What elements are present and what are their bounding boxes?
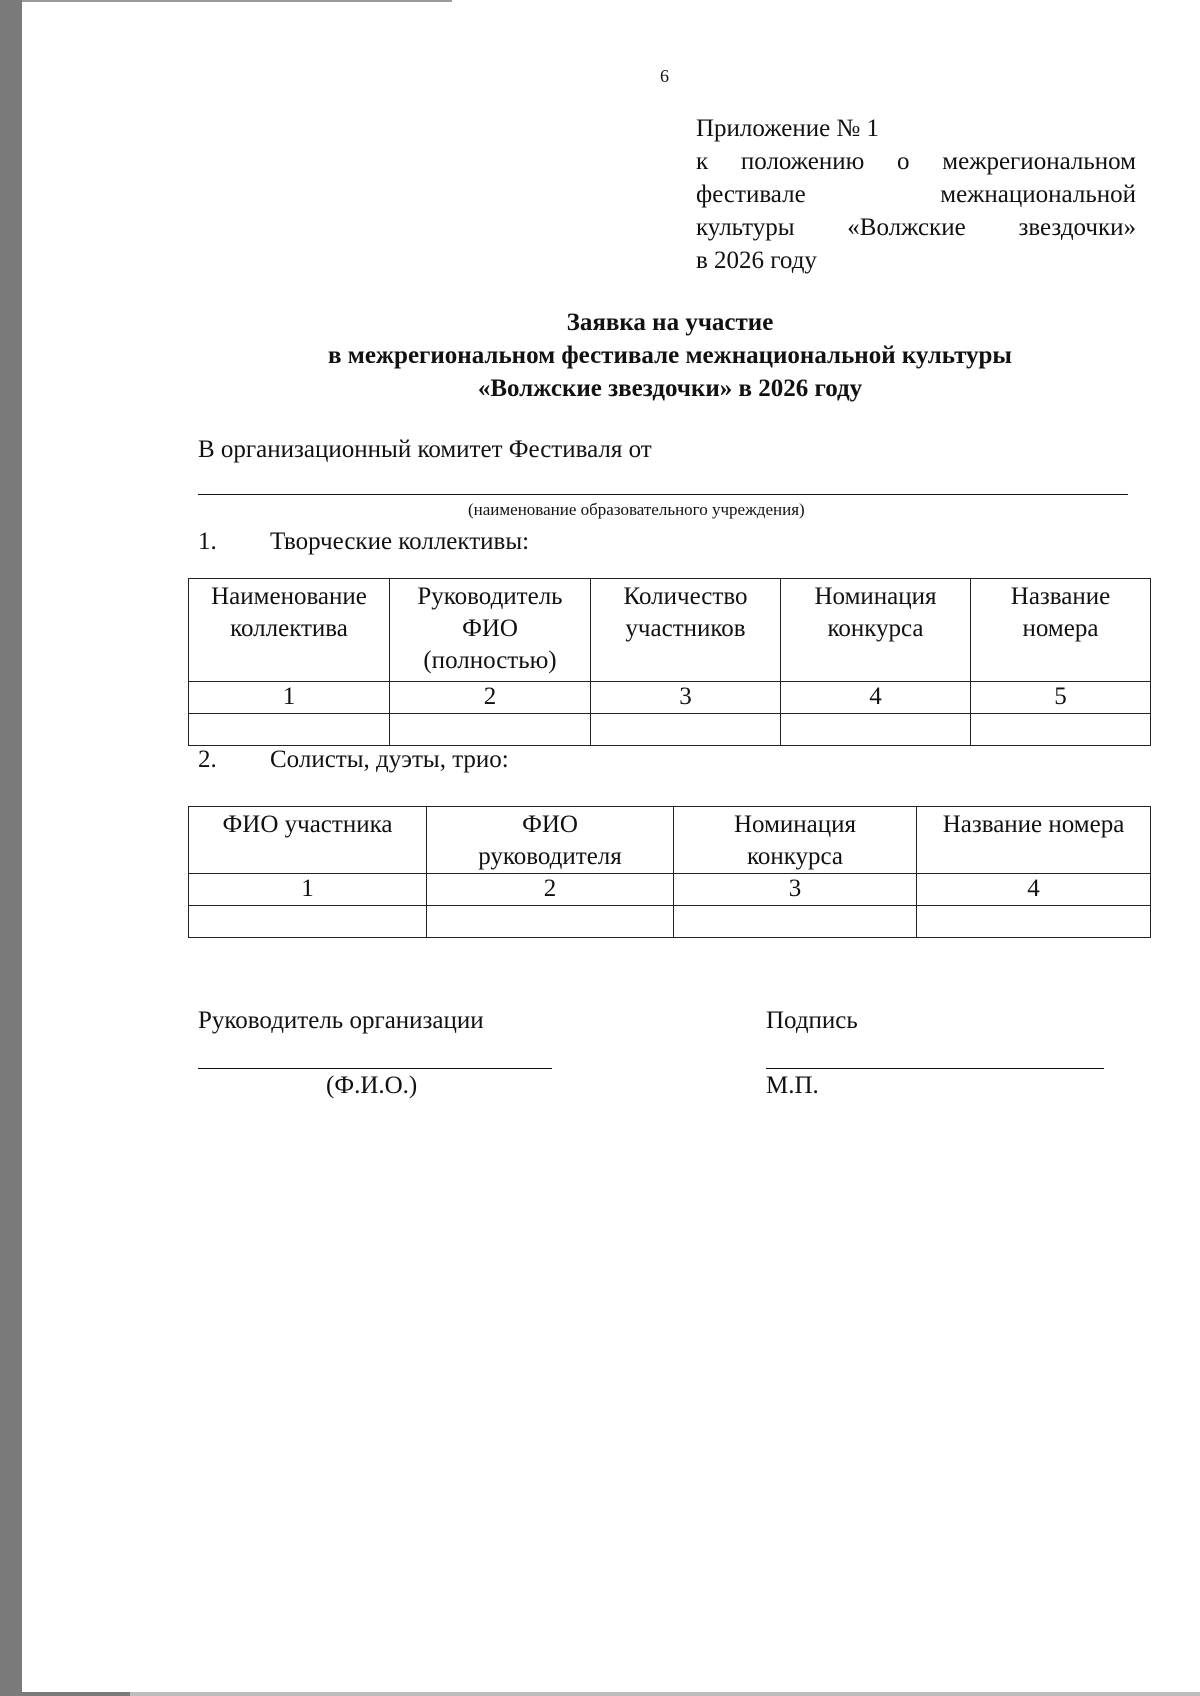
t1-header-count: Количество участников — [591, 579, 781, 682]
title-line-1: Заявка на участие — [566, 309, 774, 336]
section-1-number: 1. — [198, 528, 217, 555]
appendix-line-1: Приложение № 1 — [696, 115, 880, 142]
appendix-line-2: к положению о межрегиональном — [696, 148, 1136, 175]
scan-top-edge — [22, 0, 452, 2]
collectives-table — [188, 578, 1151, 746]
t2-entry-cell[interactable] — [427, 906, 674, 938]
t2-entry-row — [189, 906, 1151, 938]
document-title — [200, 306, 1140, 405]
signature-label: Подпись — [766, 1007, 858, 1034]
t1-header-leader: Руководитель ФИО (полностью) — [390, 579, 591, 682]
t2-header-participant: ФИО участника — [189, 807, 427, 874]
title-line-3: «Волжские звездочки» в 2026 году — [477, 375, 863, 402]
signature-fill-line[interactable] — [766, 1068, 1104, 1069]
t2-entry-cell[interactable] — [917, 906, 1151, 938]
section-1-heading — [198, 528, 529, 556]
t2-header-nomination: Номинация конкурса — [674, 807, 917, 874]
institution-hint: (наименование образовательного учреждения) — [468, 500, 805, 519]
t1-header-title: Название номера — [971, 579, 1151, 682]
section-2-number: 2. — [198, 746, 217, 773]
t1-entry-cell[interactable] — [390, 714, 591, 746]
appendix-line-4: культуры «Волжские звездочки» — [696, 214, 1136, 241]
appendix-block — [696, 112, 1136, 277]
t2-entry-cell[interactable] — [189, 906, 427, 938]
appendix-line-5: в 2026 году — [696, 247, 817, 274]
page-number: 6 — [660, 66, 669, 86]
t2-header-leader: ФИО руководителя — [427, 807, 674, 874]
head-of-organization-label: Руководитель организации — [198, 1007, 484, 1034]
t2-entry-cell[interactable] — [674, 906, 917, 938]
soloists-table — [188, 806, 1151, 938]
stamp-caption: М.П. — [766, 1072, 819, 1099]
fio-caption: (Ф.И.О.) — [326, 1072, 418, 1099]
t1-header-nomination: Номинация конкурса — [781, 579, 971, 682]
scan-bottom-edge — [130, 1692, 1200, 1696]
institution-fill-line[interactable] — [198, 494, 1128, 495]
t1-entry-cell[interactable] — [781, 714, 971, 746]
t1-entry-cell[interactable] — [971, 714, 1151, 746]
section-2-label: Солисты, дуэты, трио: — [270, 746, 509, 773]
t1-entry-cell[interactable] — [189, 714, 390, 746]
appendix-line-3: фестивале межнациональной — [696, 181, 1136, 208]
t2-number-row: 1 2 3 4 — [189, 874, 1151, 906]
t1-entry-row — [189, 714, 1151, 746]
t1-header-name: Наименование коллектива — [189, 579, 390, 682]
title-line-2: в межрегиональном фестивале межнациональной культуры — [328, 342, 1012, 369]
section-1-label: Творческие коллективы: — [270, 528, 530, 555]
t2-header-title: Название номера — [917, 807, 1151, 874]
recipient-text: В организационный комитет Фестиваля от — [198, 436, 652, 463]
fio-fill-line[interactable] — [198, 1068, 552, 1069]
section-2-heading — [198, 746, 509, 774]
t1-number-row: 1 2 3 4 5 — [189, 682, 1151, 714]
t1-entry-cell[interactable] — [591, 714, 781, 746]
